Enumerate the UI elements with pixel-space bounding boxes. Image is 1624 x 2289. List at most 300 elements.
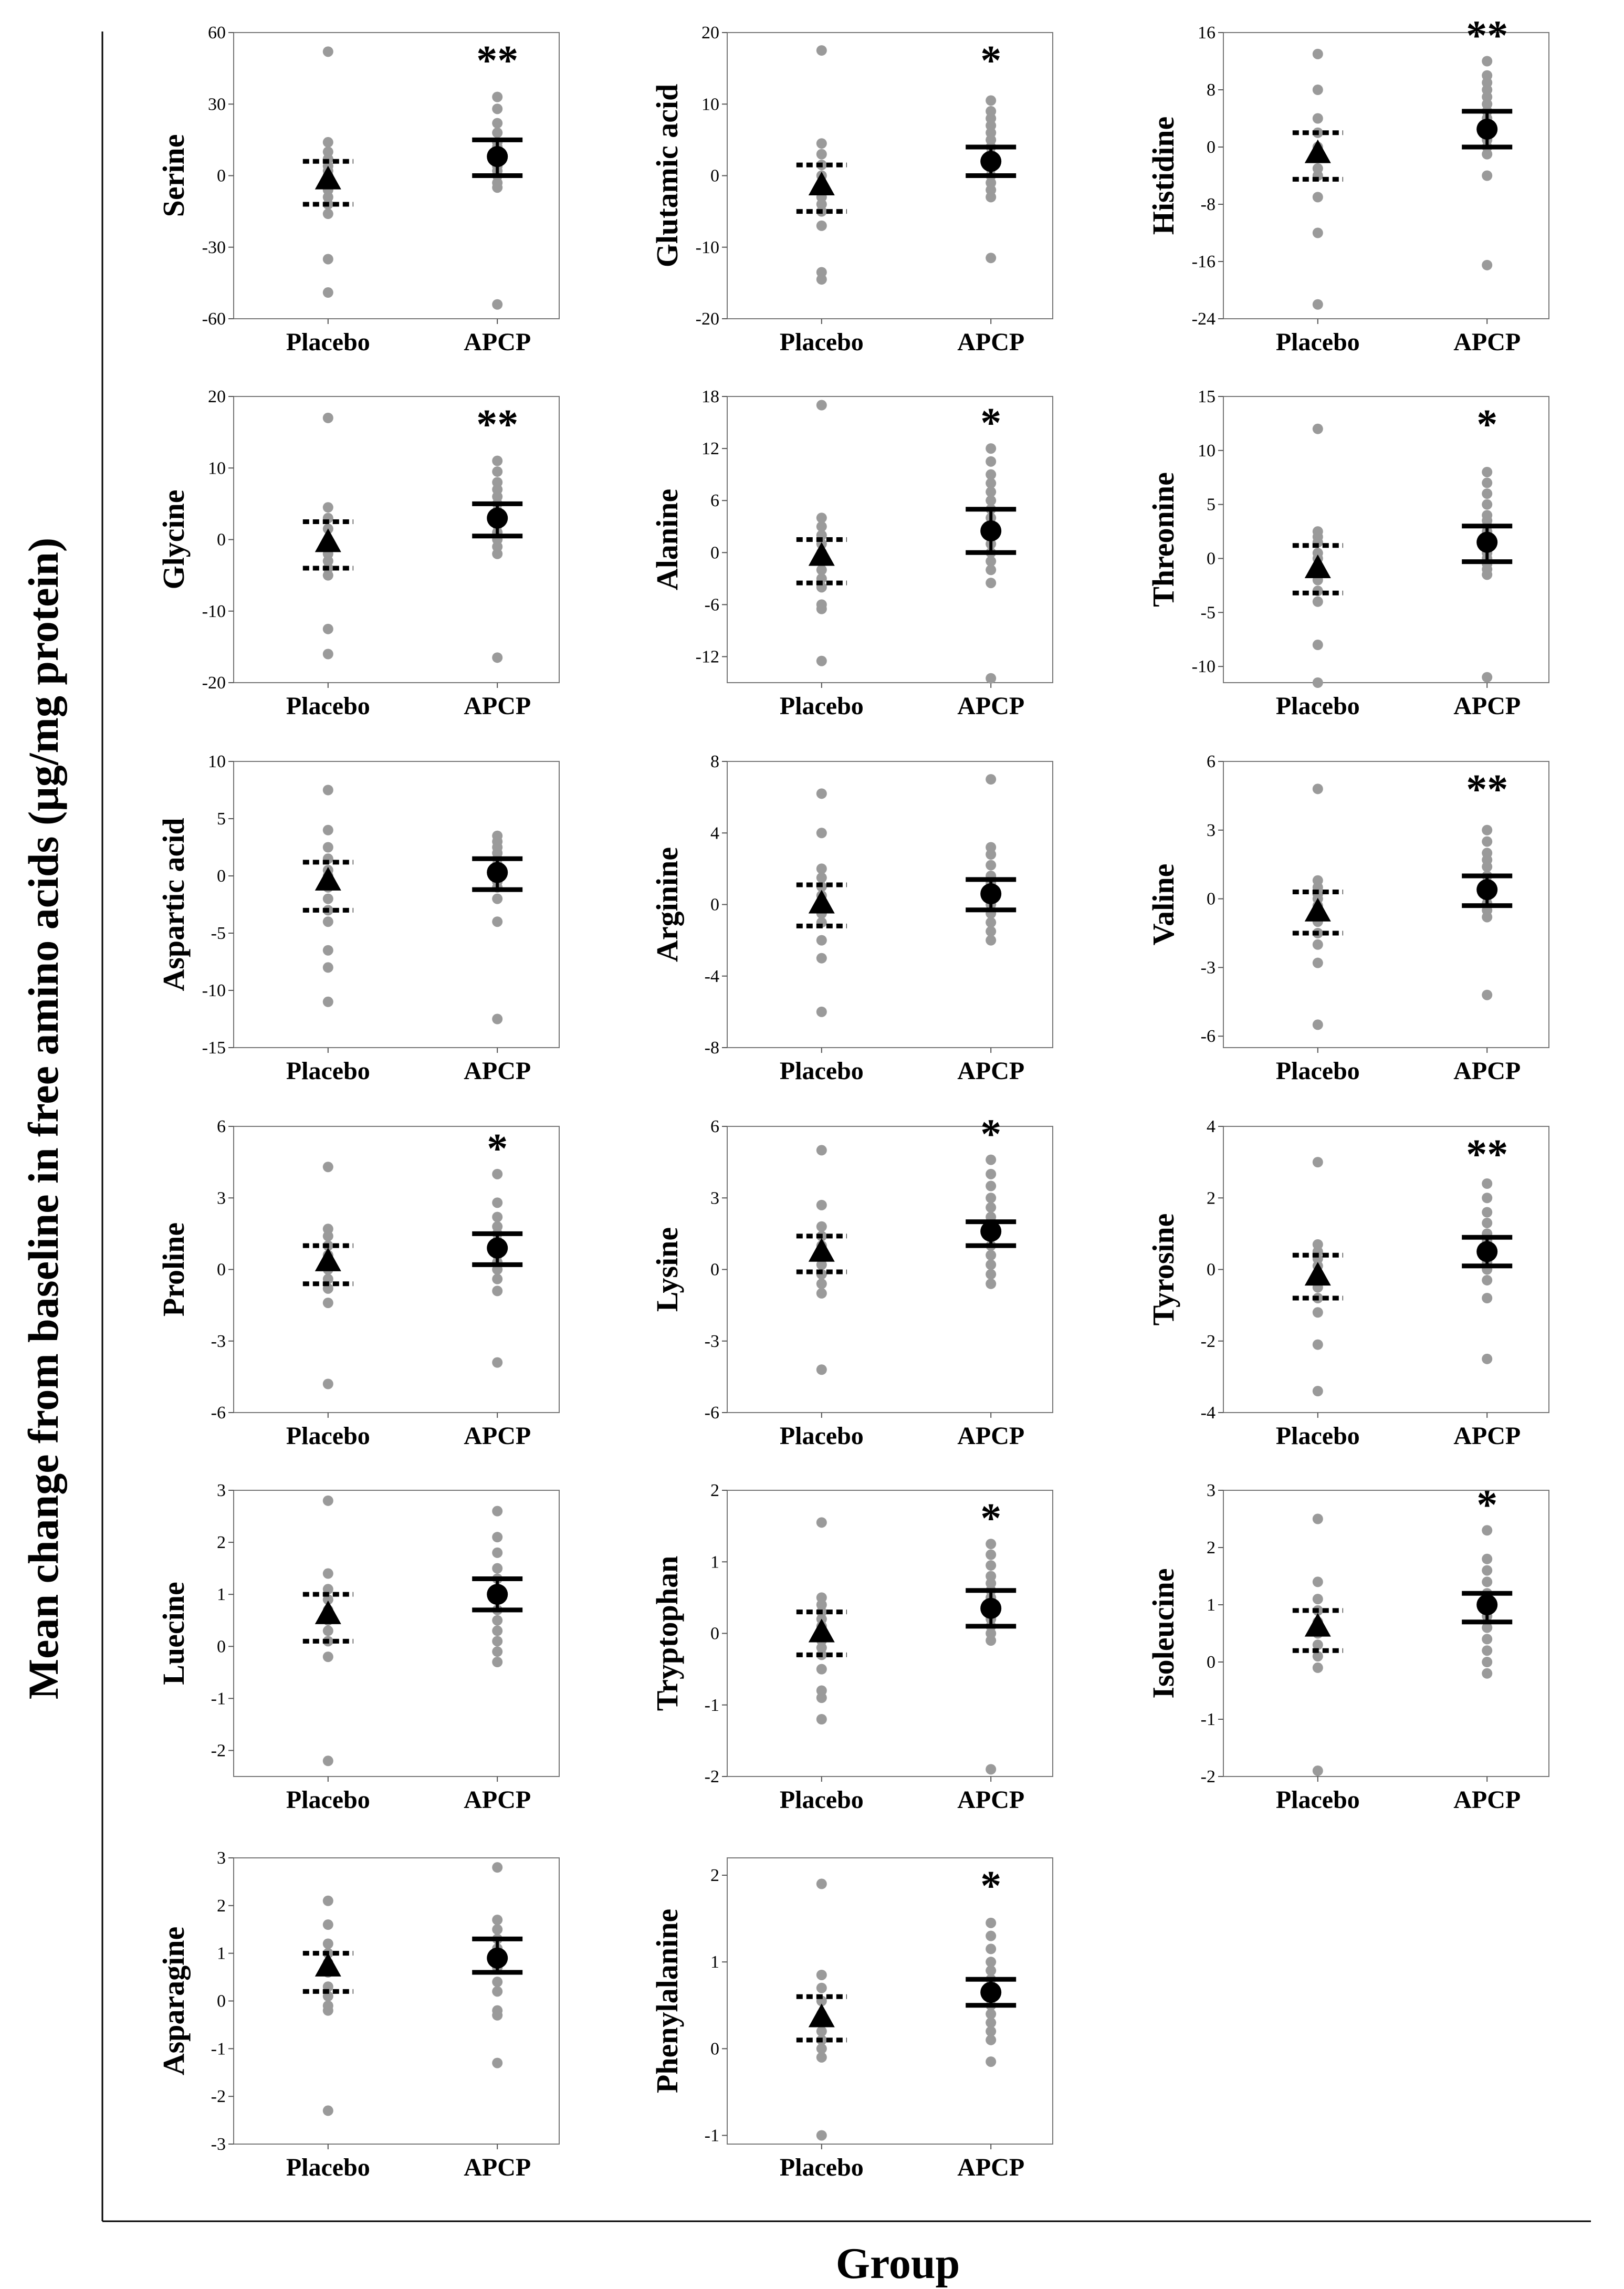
data-point-asparagine-placebo [323, 1896, 333, 1906]
data-point-histidine-placebo [1313, 49, 1323, 59]
panel-ylabel-isoleucine: Isoleucine [1146, 1568, 1180, 1699]
data-point-valine-placebo [1313, 1019, 1323, 1030]
mean-marker-aspartic-acid-apcp [487, 862, 508, 883]
data-point-glutamic-acid-placebo [816, 149, 827, 160]
data-point-histidine-placebo [1313, 192, 1323, 202]
data-point-valine-apcp [1482, 912, 1492, 922]
data-point-alanine-placebo [816, 400, 827, 411]
data-point-serine-placebo [323, 137, 333, 148]
x-category-label-serine: APCP [464, 328, 531, 356]
x-category-label-glycine: Placebo [286, 692, 370, 720]
data-point-serine-placebo [323, 46, 333, 57]
y-tick-label-tryptophan: 1 [710, 1552, 719, 1572]
data-point-valine-placebo [1313, 783, 1323, 794]
data-point-isoleucine-apcp [1482, 1576, 1492, 1587]
data-point-glutamic-acid-placebo [816, 45, 827, 56]
data-point-glycine-apcp [492, 466, 502, 477]
data-point-phenylalanine-apcp [986, 1931, 996, 1941]
panel-aspartic-acid [156, 752, 559, 1085]
data-point-luecine-apcp [492, 1657, 502, 1667]
data-point-threonine-apcp [1482, 467, 1492, 477]
y-tick-label-tyrosine: 2 [1207, 1188, 1216, 1208]
y-tick-label-serine: -30 [202, 237, 226, 257]
panel-ylabel-alanine: Alanine [650, 488, 684, 591]
data-point-proline-apcp [492, 1285, 502, 1296]
data-point-lysine-placebo [816, 1145, 827, 1155]
data-point-arginine-apcp [986, 926, 996, 937]
data-point-threonine-placebo [1313, 424, 1323, 434]
plot-area-asparagine [234, 1858, 559, 2144]
y-tick-label-glutamic-acid: -20 [695, 309, 719, 329]
data-point-phenylalanine-apcp [986, 2056, 996, 2067]
mean-marker-alanine-apcp [980, 520, 1001, 541]
data-point-lysine-apcp [986, 1202, 996, 1213]
data-point-phenylalanine-apcp [986, 2035, 996, 2045]
y-tick-label-aspartic-acid: -5 [211, 924, 226, 943]
y-tick-label-isoleucine: 1 [1207, 1595, 1216, 1615]
data-point-histidine-apcp [1482, 149, 1492, 160]
y-tick-label-lysine: 3 [710, 1188, 719, 1208]
data-point-asparagine-placebo [323, 1919, 333, 1930]
y-tick-label-serine: 60 [208, 23, 226, 43]
x-category-label-tryptophan: APCP [957, 1786, 1025, 1814]
y-tick-label-lysine: 6 [710, 1117, 719, 1136]
x-category-label-isoleucine: Placebo [1275, 1786, 1360, 1814]
data-point-asparagine-apcp [492, 1977, 502, 1987]
data-point-histidine-apcp [1482, 171, 1492, 181]
panel-ylabel-proline: Proline [156, 1222, 191, 1317]
data-point-arginine-apcp [986, 774, 996, 785]
x-category-label-histidine: APCP [1453, 328, 1521, 356]
data-point-glutamic-acid-apcp [986, 253, 996, 263]
y-tick-label-isoleucine: 0 [1207, 1653, 1216, 1672]
data-point-proline-apcp [492, 1274, 502, 1284]
data-point-tyrosine-placebo [1313, 1340, 1323, 1350]
data-point-phenylalanine-placebo [816, 1983, 827, 1993]
data-point-luecine-placebo [323, 1652, 333, 1662]
data-point-asparagine-placebo [323, 1939, 333, 1949]
data-point-luecine-apcp [492, 1615, 502, 1626]
y-tick-label-histidine: 0 [1207, 138, 1216, 157]
y-tick-label-aspartic-acid: 0 [217, 866, 226, 886]
data-point-histidine-apcp [1482, 260, 1492, 270]
data-point-isoleucine-apcp [1482, 1565, 1492, 1576]
y-tick-label-threonine: -10 [1191, 657, 1216, 677]
y-tick-label-luecine: 2 [217, 1533, 226, 1553]
significance-marker-histidine: ** [1466, 13, 1508, 59]
data-point-phenylalanine-placebo [816, 1970, 827, 1980]
x-category-label-valine: Placebo [1275, 1057, 1360, 1085]
x-category-label-aspartic-acid: APCP [464, 1057, 531, 1085]
data-point-arginine-placebo [816, 863, 827, 874]
y-tick-label-proline: -3 [211, 1331, 226, 1351]
data-point-tyrosine-placebo [1313, 1157, 1323, 1167]
data-point-luecine-placebo [323, 1496, 333, 1506]
mean-marker-arginine-apcp [980, 883, 1001, 904]
panel-glutamic-acid [650, 23, 1053, 356]
data-point-aspartic-acid-placebo [323, 916, 333, 927]
x-category-label-arginine: Placebo [779, 1057, 864, 1085]
y-tick-label-phenylalanine: 0 [710, 2039, 719, 2059]
data-point-threonine-apcp [1482, 499, 1492, 510]
y-tick-label-luecine: -2 [211, 1741, 226, 1761]
mean-marker-phenylalanine-apcp [980, 1982, 1001, 2003]
y-tick-label-glycine: 20 [208, 387, 226, 406]
data-point-asparagine-apcp [492, 1986, 502, 1997]
data-point-arginine-placebo [816, 872, 827, 883]
plot-area-alanine [727, 396, 1053, 683]
data-point-lysine-placebo [816, 1364, 827, 1375]
y-tick-label-arginine: -4 [704, 966, 719, 986]
plot-area-lysine [727, 1126, 1053, 1413]
data-point-glutamic-acid-placebo [816, 274, 827, 285]
significance-marker-valine: ** [1466, 767, 1508, 813]
data-point-threonine-apcp [1482, 569, 1492, 580]
panel-alanine [650, 387, 1053, 720]
data-point-phenylalanine-placebo [816, 1879, 827, 1889]
mean-marker-glutamic-acid-apcp [980, 151, 1001, 172]
data-point-serine-placebo [323, 254, 333, 264]
data-point-proline-placebo [323, 1298, 333, 1308]
y-tick-label-histidine: 8 [1207, 80, 1216, 100]
plot-area-tryptophan [727, 1490, 1053, 1776]
x-category-label-isoleucine: APCP [1453, 1786, 1521, 1814]
data-point-lysine-apcp [986, 1193, 996, 1203]
y-tick-label-aspartic-acid: 5 [217, 809, 226, 829]
data-point-lysine-apcp [986, 1181, 996, 1191]
y-tick-label-arginine: 0 [710, 895, 719, 915]
panel-ylabel-valine: Valine [1146, 863, 1180, 946]
data-point-asparagine-placebo [323, 2105, 333, 2116]
data-point-luecine-apcp [492, 1548, 502, 1558]
panel-phenylalanine [650, 1858, 1053, 2181]
y-tick-label-asparagine: 3 [217, 1848, 226, 1868]
data-point-alanine-apcp [986, 456, 996, 467]
data-point-glycine-placebo [323, 570, 333, 581]
y-tick-label-serine: 0 [217, 166, 226, 186]
data-point-aspartic-acid-placebo [323, 842, 333, 853]
data-point-tryptophan-placebo [816, 1664, 827, 1675]
y-tick-label-glycine: 0 [217, 530, 226, 550]
data-point-luecine-placebo [323, 1569, 333, 1579]
data-point-isoleucine-placebo [1313, 1514, 1323, 1524]
data-point-valine-apcp [1482, 990, 1492, 1000]
significance-marker-lysine: * [980, 1111, 1002, 1158]
data-point-proline-apcp [492, 1197, 502, 1208]
significance-marker-phenylalanine: * [980, 1863, 1002, 1909]
mean-marker-tryptophan-apcp [980, 1598, 1001, 1619]
data-point-luecine-apcp [492, 1646, 502, 1657]
data-point-tryptophan-apcp [986, 1635, 996, 1646]
data-point-asparagine-apcp [492, 1915, 502, 1925]
data-point-asparagine-apcp [492, 2058, 502, 2068]
panel-ylabel-asparagine: Asparagine [156, 1926, 191, 2076]
y-tick-label-valine: -6 [1200, 1027, 1216, 1047]
y-tick-label-glutamic-acid: -10 [695, 237, 719, 257]
x-category-label-threonine: APCP [1453, 692, 1521, 720]
plot-area-threonine [1223, 396, 1549, 683]
data-point-arginine-placebo [816, 1007, 827, 1017]
y-tick-label-serine: 30 [208, 95, 226, 114]
y-tick-label-tryptophan: -2 [704, 1767, 719, 1786]
data-point-proline-apcp [492, 1357, 502, 1368]
y-tick-label-asparagine: 1 [217, 1943, 226, 1963]
panel-tyrosine [1146, 1117, 1549, 1450]
significance-marker-tyrosine: ** [1466, 1132, 1508, 1178]
data-point-tryptophan-placebo [816, 1692, 827, 1703]
data-point-asparagine-apcp [492, 1862, 502, 1873]
data-point-tryptophan-placebo [816, 1714, 827, 1724]
data-point-phenylalanine-placebo [816, 2052, 827, 2063]
data-point-alanine-placebo [816, 656, 827, 666]
data-point-glycine-placebo [323, 649, 333, 660]
data-point-luecine-placebo [323, 1755, 333, 1766]
data-point-luecine-apcp [492, 1563, 502, 1574]
data-point-proline-apcp [492, 1212, 502, 1222]
panel-ylabel-glutamic-acid: Glutamic acid [650, 83, 684, 268]
panel-glycine [156, 387, 559, 720]
data-point-arginine-apcp [986, 849, 996, 860]
x-category-label-alanine: Placebo [779, 692, 864, 720]
x-category-label-asparagine: APCP [464, 2154, 531, 2181]
panel-ylabel-threonine: Threonine [1146, 472, 1180, 607]
data-point-threonine-apcp [1482, 672, 1492, 683]
data-point-phenylalanine-apcp [986, 1943, 996, 1954]
data-point-proline-placebo [323, 1231, 333, 1241]
mean-marker-isoleucine-apcp [1476, 1594, 1497, 1615]
y-tick-label-isoleucine: -2 [1200, 1767, 1216, 1786]
y-tick-label-aspartic-acid: -10 [202, 981, 226, 1000]
data-point-luecine-apcp [492, 1626, 502, 1636]
y-tick-label-glutamic-acid: 0 [710, 166, 719, 186]
data-point-aspartic-acid-apcp [492, 916, 502, 927]
data-point-asparagine-apcp [492, 1924, 502, 1935]
data-point-glutamic-acid-placebo [816, 138, 827, 149]
y-tick-label-threonine: 0 [1207, 549, 1216, 569]
panel-ylabel-aspartic-acid: Aspartic acid [156, 818, 191, 991]
panel-ylabel-phenylalanine: Phenylalanine [650, 1908, 684, 2094]
data-point-proline-placebo [323, 1379, 333, 1389]
x-category-label-luecine: Placebo [286, 1786, 370, 1814]
x-category-label-phenylalanine: APCP [957, 2154, 1025, 2181]
x-category-label-luecine: APCP [464, 1786, 531, 1814]
data-point-lysine-apcp [986, 1259, 996, 1270]
y-tick-label-aspartic-acid: 10 [208, 752, 226, 771]
y-tick-label-proline: 0 [217, 1260, 226, 1280]
data-point-threonine-apcp [1482, 488, 1492, 499]
data-point-asparagine-apcp [492, 2010, 502, 2021]
x-category-label-serine: Placebo [286, 328, 370, 356]
y-tick-label-threonine: -5 [1200, 603, 1216, 623]
y-tick-label-asparagine: 2 [217, 1896, 226, 1916]
data-point-arginine-placebo [816, 935, 827, 946]
data-point-glycine-placebo [323, 624, 333, 634]
data-point-arginine-apcp [986, 917, 996, 928]
data-point-tryptophan-apcp [986, 1550, 996, 1560]
significance-marker-alanine: * [980, 400, 1002, 447]
data-point-valine-apcp [1482, 862, 1492, 872]
panel-ylabel-lysine: Lysine [650, 1227, 684, 1312]
data-point-aspartic-acid-placebo [323, 894, 333, 904]
x-category-label-glutamic-acid: Placebo [779, 328, 864, 356]
data-point-tyrosine-placebo [1313, 1386, 1323, 1396]
data-point-lysine-placebo [816, 1279, 827, 1289]
y-tick-label-alanine: -12 [695, 647, 719, 667]
data-point-serine-apcp [492, 299, 502, 310]
y-tick-label-lysine: 0 [710, 1260, 719, 1280]
significance-marker-serine: ** [476, 38, 519, 84]
y-tick-label-alanine: 6 [710, 491, 719, 511]
panel-histidine [1146, 13, 1549, 357]
y-tick-label-luecine: 3 [217, 1481, 226, 1500]
x-category-label-tyrosine: APCP [1453, 1422, 1521, 1450]
data-point-isoleucine-apcp [1482, 1634, 1492, 1644]
data-point-aspartic-acid-placebo [323, 785, 333, 796]
y-tick-label-arginine: 4 [710, 823, 719, 843]
data-point-phenylalanine-apcp [986, 1918, 996, 1928]
x-category-label-tryptophan: Placebo [779, 1786, 864, 1814]
mean-marker-asparagine-apcp [487, 1948, 508, 1969]
y-tick-label-tyrosine: -4 [1200, 1403, 1216, 1423]
data-point-threonine-apcp [1482, 478, 1492, 488]
data-point-luecine-apcp [492, 1636, 502, 1646]
data-point-arginine-placebo [816, 828, 827, 838]
plot-area-histidine [1223, 33, 1549, 319]
data-point-valine-placebo [1313, 939, 1323, 950]
plot-area-phenylalanine [727, 1858, 1053, 2144]
panels-group [156, 13, 1549, 2182]
y-tick-label-tyrosine: -2 [1200, 1331, 1216, 1351]
panel-ylabel-serine: Serine [156, 134, 191, 217]
panel-threonine [1146, 387, 1549, 720]
y-tick-label-alanine: -6 [704, 595, 719, 615]
x-category-label-tyrosine: Placebo [1275, 1422, 1360, 1450]
data-point-tyrosine-apcp [1482, 1275, 1492, 1285]
x-category-label-glycine: APCP [464, 692, 531, 720]
y-tick-label-histidine: 16 [1198, 23, 1216, 43]
x-category-label-proline: APCP [464, 1422, 531, 1450]
y-tick-label-valine: 0 [1207, 889, 1216, 909]
y-tick-label-lysine: -3 [704, 1331, 719, 1351]
data-point-luecine-apcp [492, 1506, 502, 1517]
x-category-label-glutamic-acid: APCP [957, 328, 1025, 356]
data-point-serine-apcp [492, 128, 502, 138]
panel-ylabel-glycine: Glycine [156, 489, 191, 590]
data-point-aspartic-acid-placebo [323, 997, 333, 1007]
data-point-glycine-apcp [492, 549, 502, 559]
significance-marker-glycine: ** [476, 402, 519, 448]
significance-marker-tryptophan: * [980, 1496, 1002, 1542]
data-point-tyrosine-apcp [1482, 1178, 1492, 1189]
panel-asparagine [156, 1848, 559, 2181]
mean-marker-glycine-apcp [487, 508, 508, 529]
y-tick-label-tryptophan: 0 [710, 1624, 719, 1644]
data-point-glycine-apcp [492, 652, 502, 663]
data-point-isoleucine-apcp [1482, 1668, 1492, 1679]
data-point-serine-apcp [492, 92, 502, 102]
x-category-label-histidine: Placebo [1275, 328, 1360, 356]
y-tick-label-tryptophan: -1 [704, 1695, 719, 1715]
data-point-histidine-placebo [1313, 113, 1323, 124]
x-category-label-lysine: APCP [957, 1422, 1025, 1450]
x-category-label-phenylalanine: Placebo [779, 2154, 864, 2181]
mean-marker-luecine-apcp [487, 1584, 508, 1605]
y-tick-label-aspartic-acid: -15 [202, 1038, 226, 1058]
data-point-serine-apcp [492, 103, 502, 114]
y-tick-label-asparagine: -3 [211, 2135, 226, 2154]
y-tick-label-histidine: -16 [1191, 252, 1216, 271]
y-tick-label-phenylalanine: 1 [710, 1952, 719, 1972]
y-tick-label-tyrosine: 4 [1207, 1117, 1216, 1136]
plot-area-arginine [727, 761, 1053, 1048]
data-point-alanine-apcp [986, 578, 996, 588]
y-tick-label-luecine: -1 [211, 1689, 226, 1709]
y-tick-label-isoleucine: 3 [1207, 1481, 1216, 1500]
x-category-label-arginine: APCP [957, 1057, 1025, 1085]
y-tick-label-glycine: -10 [202, 601, 226, 621]
y-tick-label-valine: 6 [1207, 752, 1216, 771]
data-point-aspartic-acid-placebo [323, 945, 333, 956]
y-tick-label-asparagine: -2 [211, 2087, 226, 2107]
data-point-tryptophan-apcp [986, 1560, 996, 1571]
data-point-aspartic-acid-apcp [492, 894, 502, 904]
data-point-glutamic-acid-placebo [816, 221, 827, 231]
data-point-lysine-apcp [986, 1279, 996, 1289]
panel-ylabel-luecine: Luecine [156, 1582, 191, 1685]
y-tick-label-arginine: -8 [704, 1038, 719, 1058]
data-point-isoleucine-placebo [1313, 1765, 1323, 1776]
mean-marker-serine-apcp [487, 146, 508, 167]
data-point-histidine-placebo [1313, 85, 1323, 95]
y-tick-label-luecine: 0 [217, 1637, 226, 1657]
plot-area-proline [234, 1126, 559, 1413]
data-point-valine-apcp [1482, 825, 1492, 835]
y-tick-label-serine: -60 [202, 309, 226, 329]
y-tick-label-proline: 3 [217, 1188, 226, 1208]
data-point-tyrosine-placebo [1313, 1307, 1323, 1318]
panel-arginine [650, 752, 1053, 1085]
data-point-arginine-apcp [986, 935, 996, 946]
y-tick-label-lysine: -6 [704, 1403, 719, 1423]
y-tick-label-phenylalanine: 2 [710, 1866, 719, 1886]
x-category-label-alanine: APCP [957, 692, 1025, 720]
panel-ylabel-histidine: Histidine [1146, 116, 1180, 235]
data-point-tyrosine-apcp [1482, 1354, 1492, 1364]
panel-lysine [650, 1112, 1053, 1450]
data-point-alanine-apcp [986, 565, 996, 575]
data-point-tryptophan-apcp [986, 1764, 996, 1774]
y-tick-label-asparagine: 0 [217, 1991, 226, 2011]
y-tick-label-glycine: 10 [208, 458, 226, 478]
x-category-label-lysine: Placebo [779, 1422, 864, 1450]
data-point-tyrosine-apcp [1482, 1218, 1492, 1228]
y-tick-label-threonine: 5 [1207, 495, 1216, 515]
significance-marker-glutamic-acid: * [980, 38, 1002, 84]
y-tick-label-threonine: 15 [1198, 387, 1216, 406]
data-point-valine-apcp [1482, 837, 1492, 847]
data-point-tyrosine-apcp [1482, 1193, 1492, 1203]
data-point-proline-placebo [323, 1162, 333, 1172]
data-point-threonine-placebo [1313, 677, 1323, 688]
plot-area-luecine [234, 1490, 559, 1776]
data-point-lysine-apcp [986, 1269, 996, 1280]
data-point-glutamic-acid-apcp [986, 95, 996, 106]
data-point-histidine-placebo [1313, 228, 1323, 238]
significance-marker-isoleucine: * [1476, 1482, 1498, 1529]
data-point-histidine-placebo [1313, 299, 1323, 310]
y-tick-label-valine: 3 [1207, 820, 1216, 840]
y-tick-label-proline: 6 [217, 1117, 226, 1136]
